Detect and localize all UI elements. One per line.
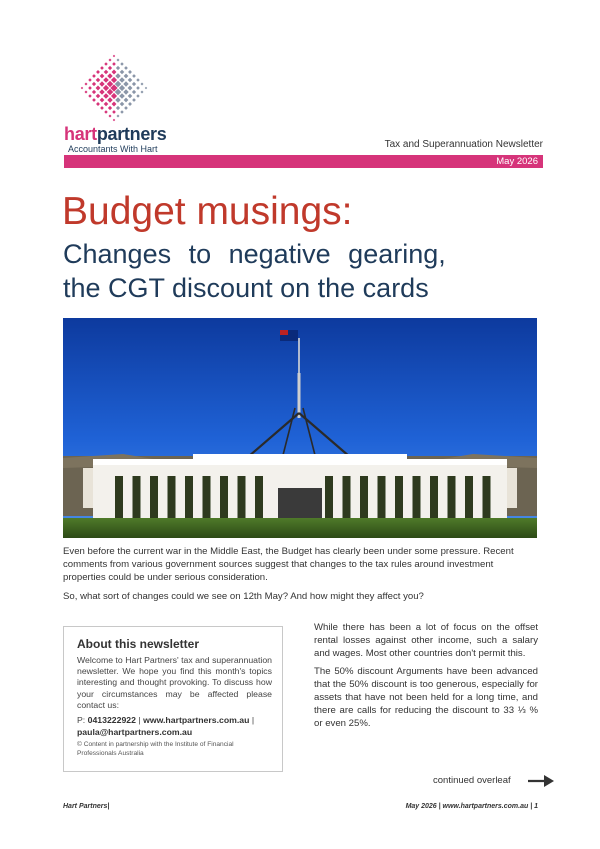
logo-dot — [123, 81, 128, 86]
logo-dot — [113, 55, 115, 57]
building-window — [150, 476, 158, 520]
logo-dot — [103, 93, 109, 99]
logo-dot — [100, 98, 105, 103]
logo-dot — [104, 62, 107, 65]
building-window — [203, 476, 211, 520]
logo-dot — [107, 97, 112, 102]
logo-dot — [115, 73, 120, 78]
building-window — [378, 476, 386, 520]
logo-dot — [120, 102, 125, 107]
logo-dot — [128, 94, 133, 99]
logo-dot — [100, 74, 105, 79]
logo-dot — [140, 82, 143, 85]
brand-name-hart: hart — [64, 124, 97, 144]
issue-date: May 2026 — [496, 156, 538, 167]
logo-icon — [78, 52, 150, 124]
logo-dot — [145, 87, 147, 89]
building-window — [430, 476, 438, 520]
logo-dot — [119, 93, 125, 99]
logo-dot — [111, 93, 117, 99]
logo-dot — [104, 102, 109, 107]
logo-dot — [128, 70, 132, 74]
logo-dot — [96, 86, 101, 91]
building-window — [133, 476, 141, 520]
logo-dot — [140, 90, 143, 93]
logo-dot — [112, 62, 116, 66]
logo-dot — [120, 62, 123, 65]
brand-tagline: Accountants With Hart — [68, 144, 158, 154]
logo-dot — [136, 78, 139, 81]
brand-name — [64, 124, 166, 145]
logo-dot — [84, 82, 87, 85]
logo-dot — [132, 90, 136, 94]
intro-paragraph-2: So, what sort of changes could we see on 12th May? And how might they affect you? — [63, 591, 424, 602]
building-window — [343, 476, 351, 520]
phone-number[interactable]: 0413222922 — [87, 715, 136, 726]
logo-dot — [128, 78, 133, 83]
building-window — [325, 476, 333, 520]
about-title: About this newsletter — [77, 637, 200, 651]
logo-dot — [116, 114, 119, 117]
building-window — [465, 476, 473, 520]
logo-dot — [112, 70, 117, 75]
phone-label: P: — [77, 715, 86, 726]
newsletter-type: Tax and Superannuation Newsletter — [384, 139, 543, 150]
logo-dot — [103, 77, 109, 83]
about-text: Welcome to Hart Partners' tax and superannuation newsletter. We hope you find this month's topics interesting and thought provoking. To discuss how your circumstances may be affected please contact us: — [77, 655, 272, 710]
logo-dot — [112, 110, 116, 114]
building-window — [220, 476, 228, 520]
logo-dot — [96, 102, 100, 106]
logo-dot — [116, 106, 120, 110]
website-link[interactable]: www.hartpartners.com.au — [143, 715, 250, 726]
about-box — [63, 626, 283, 772]
logo-dot — [84, 90, 87, 93]
email-link[interactable]: paula@hartpartners.com.au — [77, 726, 193, 737]
headline-subtitle-line1: Changes to negative gearing, — [63, 239, 446, 269]
building-window — [448, 476, 456, 520]
logo-dot — [136, 86, 140, 90]
building-window — [238, 476, 246, 520]
building-window — [360, 476, 368, 520]
logo-dot — [115, 97, 120, 102]
logo-dot — [128, 86, 133, 91]
footer-right: May 2026 | www.hartpartners.com.au | 1 — [405, 803, 538, 810]
right-paragraph-1: While there has been a lot of focus on the offset rental losses against other income, such a salary and wages. Most other countries don't permit this. — [314, 622, 538, 659]
logo-dot — [92, 98, 96, 102]
logo-dot — [88, 86, 92, 90]
logo-dot — [119, 77, 125, 83]
logo-dot — [96, 78, 101, 83]
logo-dot — [113, 119, 115, 121]
logo-dot — [96, 94, 101, 99]
header-bar — [64, 155, 543, 168]
logo-dot — [108, 58, 111, 61]
logo-dot — [100, 106, 104, 110]
logo-dot — [132, 98, 136, 102]
logo-dot — [120, 110, 123, 113]
logo-dot — [120, 70, 125, 75]
building-window — [395, 476, 403, 520]
logo-dot — [119, 85, 125, 91]
logo-dot — [124, 74, 129, 79]
logo-dot — [88, 94, 91, 97]
footer-left: Hart Partners| — [63, 803, 110, 810]
logo-dot — [99, 89, 104, 94]
logo-dot — [104, 110, 107, 113]
logo-dot — [103, 85, 109, 91]
right-column — [314, 621, 538, 735]
headline-subtitle-line2: the CGT discount on the cards — [63, 273, 429, 303]
building-window — [115, 476, 123, 520]
intro-paragraph-1: Even before the current war in the Middle East, the Budget has clearly been under some pressure. Recent comments from various government sources suggest that changes to the tax rules around investment properties could be under serious consideration. — [63, 546, 514, 583]
logo-dot — [81, 87, 83, 89]
building-window — [255, 476, 263, 520]
logo-dot — [108, 114, 111, 117]
building-window — [185, 476, 193, 520]
logo-dot — [124, 106, 128, 110]
logo-dot — [96, 70, 100, 74]
arrow-right-icon — [528, 774, 554, 788]
logo-dot — [132, 82, 136, 86]
logo-dot — [124, 98, 129, 103]
logo-dot — [132, 74, 136, 78]
logo-dot — [92, 74, 96, 78]
building-window — [483, 476, 491, 520]
right-paragraph-2: The 50% discount Arguments have been advanced that the 50% discount is too generous, especially for assets that have not been held for a long time, and there are calls for reducing the discount to 33 ⅓ % or even 25%. — [314, 666, 538, 729]
logo-dot — [108, 106, 112, 110]
logo-dot — [108, 66, 112, 70]
logo-dot — [111, 77, 117, 83]
continued-overleaf: continued overleaf — [433, 775, 511, 786]
logo-dot — [112, 102, 117, 107]
logo-dot — [92, 82, 96, 86]
logo-dot — [99, 81, 104, 86]
logo-dot — [123, 89, 128, 94]
building-window — [413, 476, 421, 520]
hero-image — [63, 318, 537, 538]
logo-dot — [104, 70, 109, 75]
logo-dot — [128, 102, 132, 106]
logo-dot — [116, 58, 119, 61]
intro-text — [63, 545, 538, 609]
about-credit: © Content in partnership with the Institute of Financial Professionals Australia — [77, 741, 234, 757]
brand-name-partners: partners — [96, 124, 167, 144]
logo-dot — [100, 66, 104, 70]
logo-dot — [116, 66, 120, 70]
headline-title: Budget musings: — [62, 190, 353, 233]
logo-dot — [107, 73, 112, 78]
logo-dot — [124, 66, 128, 70]
about-contact: P: 0413222922 | www.hartpartners.com.au | paula@hartpartners.com.au — [77, 715, 255, 737]
logo-dot — [92, 90, 96, 94]
logo-dot — [88, 78, 91, 81]
logo-dot — [136, 94, 139, 97]
building-window — [168, 476, 176, 520]
